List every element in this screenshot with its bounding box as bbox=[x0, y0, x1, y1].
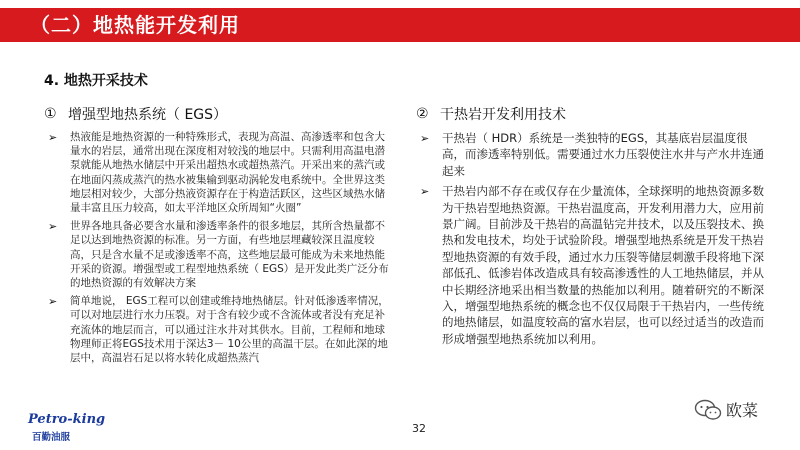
arrow-bullet-icon: ➢ bbox=[420, 185, 430, 199]
right-subheading-number: ② bbox=[416, 106, 429, 122]
arrow-bullet-icon: ➢ bbox=[48, 220, 58, 234]
left-bullet-list bbox=[44, 130, 394, 365]
list-item bbox=[416, 130, 770, 179]
company-logo bbox=[28, 412, 106, 446]
title-bar bbox=[0, 8, 800, 42]
left-subheading bbox=[44, 104, 394, 124]
bullet-text: 干热岩内部不存在或仅存在少量流体，全球探明的地热资源多数为干热岩型地热资源。干热岩温度高，开发利用潜力大，应用前景广阔。目前涉及干热岩的高温钻完井技术，以及压裂技术、换热和发电技术，均处于试验阶段。增强型地热系统是开发干热岩型地热资源的有效手段，通过水力压裂等储层刺激手段将地下深部低孔、低渗岩体改造成具有较高渗透性的人工地热储层，并从中长期经济地采出相当数量的热能加以利用。随着研究的不断深入，增强型地热系统的概念也不仅仅局限于干热岩内，一些传统的地热储层，如温度较高的富水岩层，也可以经过适当的改造而形成增强型地热系统加以利用。 bbox=[442, 184, 764, 346]
bullet-text: 简单地说， EGS工程可以创建或维持地热储层。针对低渗透率情况，可以对地层进行水力压裂。对于含有较少或不含流体或者没有充足补充流体的地层而言，可以通过注水井对其供水。目前，工程师和地球物理师正将EGS技术用于深达3－ 10公里的高温干层。在如此深的地层中，高温岩石足以将水转化成超热蒸汽 bbox=[70, 295, 389, 365]
right-subheading bbox=[416, 104, 770, 124]
list-item bbox=[44, 294, 394, 365]
bullet-text: 干热岩（ HDR）系统是一类独特的EGS，其基底岩层温度很高，而渗透率特别低。需要通过水力压裂使注水井与产水井连通起来 bbox=[442, 131, 764, 178]
bullet-text: 世界各地具备必要含水量和渗透率条件的很多地层，其所含热量都不足以达到地热资源的标准。另一方面，有些地层埋藏较深且温度较高，只是含水量不足或渗透率不高，这些地层最可能成为未来地热能开采的资源。增强型或工程型地热系统（ EGS）是开发此类广泛分布的地热资源的有效解决方案 bbox=[70, 220, 389, 290]
arrow-bullet-icon: ➢ bbox=[48, 295, 58, 309]
logo-text: Petro-king bbox=[28, 412, 106, 427]
left-subheading-text: 增强型地热系统（ EGS） bbox=[68, 107, 228, 123]
bullet-text: 热液能是地热资源的一种特殊形式，表现为高温、高渗透率和包含大量水的岩层，通常出现在深度相对较浅的地层中。只需利用高温电潜泵就能从地热水储层中开采出超热水或超热蒸汽。开采出来的蒸汽或在地面闪蒸成蒸汽的热水被集输到驱动涡轮发电系统中。全世界这类地层相对较少，大部分热液资源存在于构造活跃区，这些区域热水储量丰富且压力较高，如太平洋地区众所周知“火圈” bbox=[70, 131, 385, 215]
section-title: 4. 地热开采技术 bbox=[44, 73, 148, 89]
arrow-bullet-icon: ➢ bbox=[48, 131, 58, 144]
list-item bbox=[416, 183, 770, 347]
right-column bbox=[416, 104, 770, 351]
wechat-label: 欧菜 bbox=[726, 401, 759, 420]
right-bullet-list bbox=[416, 130, 770, 347]
left-subheading-number: ① bbox=[44, 106, 57, 122]
list-item bbox=[44, 130, 394, 215]
list-item bbox=[44, 219, 394, 290]
left-column bbox=[44, 104, 394, 369]
page-title: （二）地热能开发利用 bbox=[30, 13, 240, 37]
logo-chinese-text: 百勤油服 bbox=[32, 432, 71, 443]
arrow-bullet-icon: ➢ bbox=[420, 132, 430, 145]
right-subheading-text: 干热岩开发利用技术 bbox=[440, 107, 566, 123]
wechat-icon bbox=[694, 399, 722, 421]
page-number: 32 bbox=[412, 422, 426, 435]
wechat-watermark bbox=[694, 398, 758, 421]
